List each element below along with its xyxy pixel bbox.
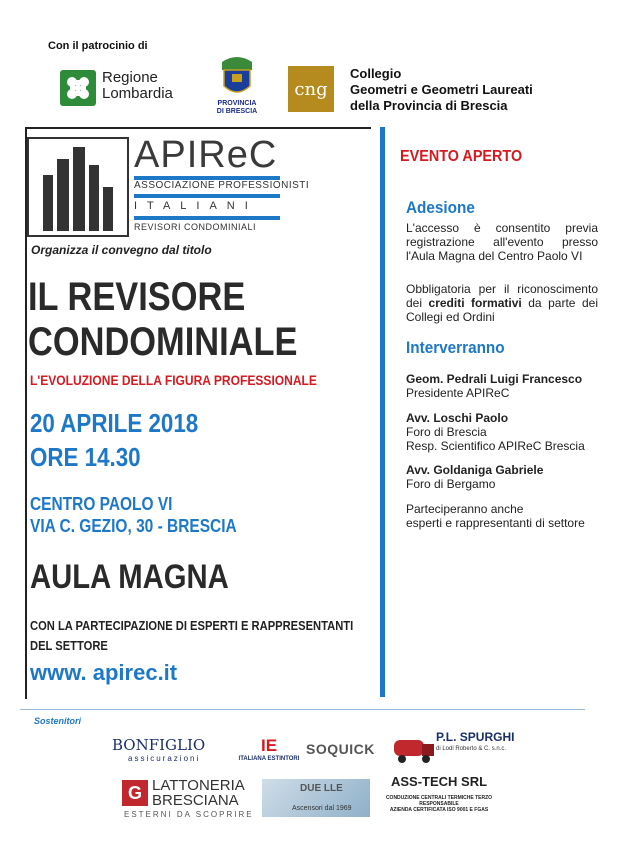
obbligatoria-text: Obbligatoria per il riconoscimento dei crediti formativi da parte dei Collegi ed Ordini <box>406 282 598 324</box>
venue-name: CENTRO PAOLO VI <box>30 494 173 514</box>
evento-aperto: EVENTO APERTO <box>400 148 523 165</box>
title-line1: IL REVISORE <box>28 275 246 319</box>
regione-lombardia-name: Regione Lombardia <box>102 69 173 102</box>
speaker-3: Avv. Goldaniga Gabriele Foro di Bergamo <box>406 463 544 491</box>
ass-tech-logo: ASS-TECH SRL CONDUZIONE CENTRALI TERMICHE TERZO RESPONSABILE AZIENDA CERTIFICATA ISO 9001 E FGAS <box>385 774 493 813</box>
website-link[interactable]: www. apirec.it <box>30 660 178 685</box>
pl-spurghi-logo: P.L. SPURGHI di Lodi Roberto & C. s.n.c. <box>392 728 512 768</box>
partecipanti-text: Parteciperanno anche esperti e rappresentanti di settore <box>406 502 585 530</box>
apirec-sub3: REVISORI CONDOMINIALI <box>134 222 257 232</box>
adesione-text: L'accesso è consentito previa registrazione all'evento presso l'Aula Magna del Centro Paolo VI <box>406 221 598 263</box>
organizza-text: Organizza il convegno dal titolo <box>31 243 212 257</box>
apirec-name: APIReC <box>134 134 278 176</box>
patrocinio-label: Con il patrocinio di <box>48 40 148 52</box>
collegio-geometri-name: Collegio Geometri e Geometri Laureati della Provincia di Brescia <box>350 66 533 113</box>
divider-bar <box>380 127 385 697</box>
apirec-sub2: ITALIANI <box>134 200 258 212</box>
apirec-bar-mid <box>134 194 280 198</box>
lattoneria-bresciana-logo: G LATTONERIA BRESCIANA ESTERNI DA SCOPRIRE <box>124 777 254 819</box>
collegio-geometri-logo: cng <box>288 66 334 112</box>
aula-magna: AULA MAGNA <box>30 558 229 596</box>
subtitle: L'EVOLUZIONE DELLA FIGURA PROFESSIONALE <box>30 372 317 388</box>
sponsor-divider <box>20 709 585 710</box>
apirec-sub1: ASSOCIAZIONE PROFESSIONISTI <box>134 180 310 191</box>
italiana-estintori-logo: IE ITALIANA ESTINTORI <box>238 736 300 762</box>
regione-lombardia-logo <box>60 70 96 106</box>
title-line2: CONDOMINIALE <box>28 320 298 364</box>
venue-address: VIA C. GEZIO, 30 - BRESCIA <box>30 516 237 536</box>
adesione-heading: Adesione <box>406 198 475 217</box>
event-date: 20 APRILE 2018 <box>30 408 199 438</box>
bonfiglio-logo: BONFIGLIO assicurazioni <box>112 736 206 763</box>
apirec-bar-low <box>134 216 280 220</box>
provincia-brescia-name: PROVINCIA DI BRESCIA <box>216 100 258 115</box>
sostenitori-label: Sostenitori <box>34 716 82 726</box>
partecipazione-line2: DEL SETTORE <box>30 638 108 653</box>
soquick-logo: SOQUICK <box>306 741 375 757</box>
event-time: ORE 14.30 <box>30 442 141 472</box>
speaker-1: Geom. Pedrali Luigi Francesco Presidente APIReC <box>406 372 583 400</box>
apirec-buildings-icon <box>27 137 129 237</box>
interverranno-heading: Interverranno <box>406 338 505 357</box>
speaker-2: Avv. Loschi Paolo Foro di Brescia Resp. Scientifico APIReC Brescia <box>406 411 585 453</box>
due-lle-logo: DUE LLE Ascensori dal 1969 <box>262 779 370 817</box>
partecipazione-line1: CON LA PARTECIPAZIONE DI ESPERTI E RAPPRESENTANTI <box>30 618 354 633</box>
